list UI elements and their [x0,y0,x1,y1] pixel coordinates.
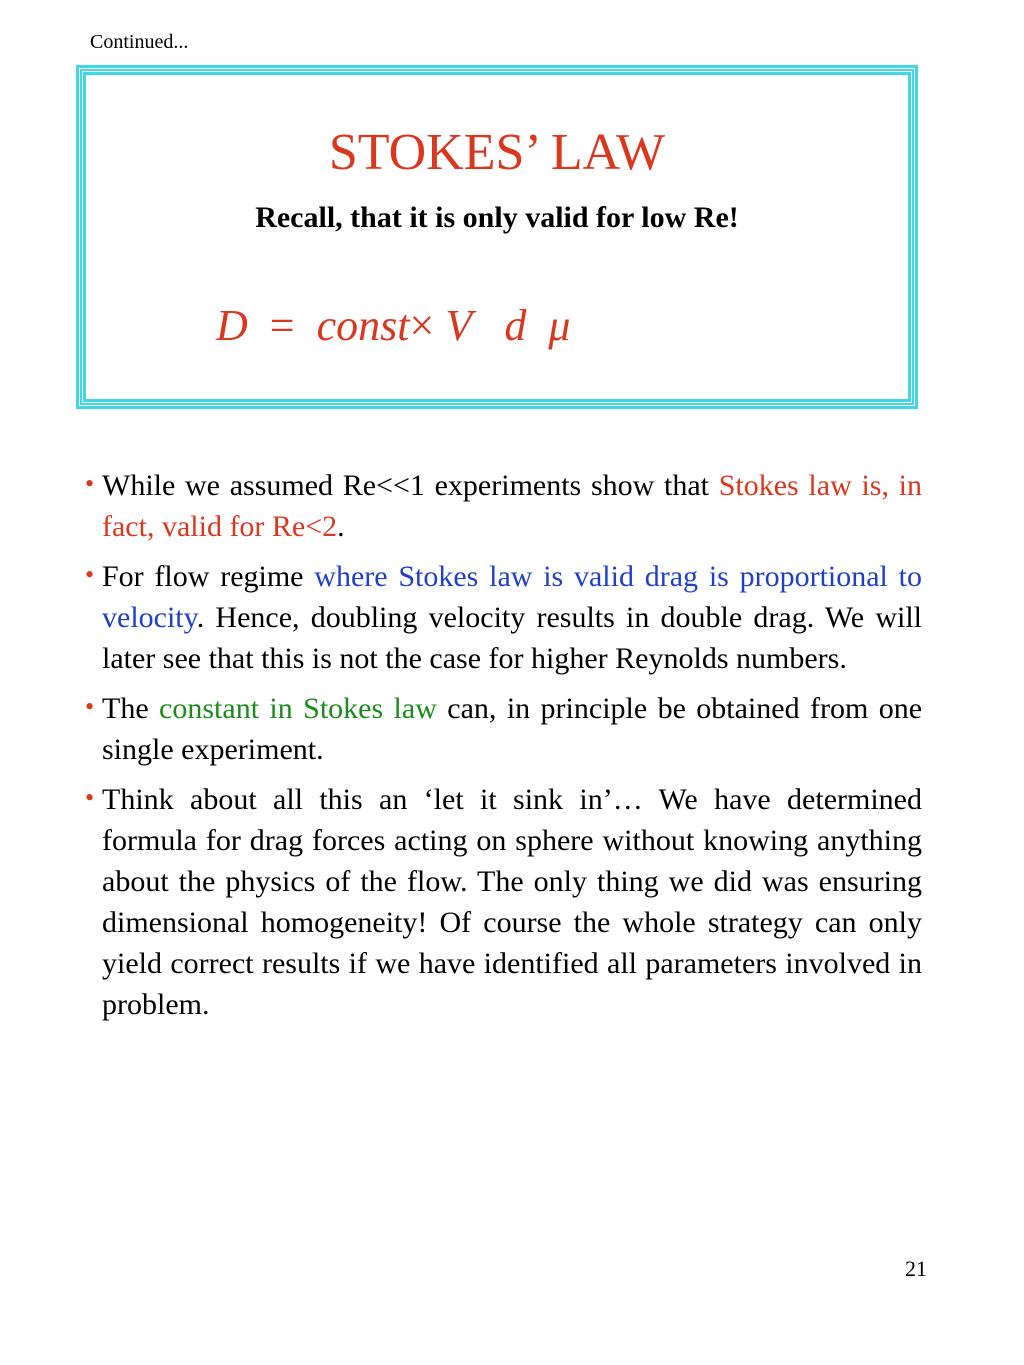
bullet-text: can, in principle be obtained from one single experiment. [102,692,923,766]
bullet-highlight-green: constant in Stokes law [159,692,437,725]
bullet-text: The [102,692,160,725]
bullet-dot-icon: • [85,560,95,589]
stokes-law-box [76,65,918,409]
eq-diameter-symbol: d [504,301,527,350]
bullet-text: While we assumed Re<<1 experiments show that [102,469,719,502]
bullet-highlight-red: Stokes law is, in fact, valid for Re<2 [102,469,923,543]
bullet-dot-icon: • [85,469,95,498]
eq-velocity-symbol: V [445,301,472,350]
eq-drag-symbol: D [216,301,248,350]
bullet-list [85,465,923,1034]
bullet-item [85,779,922,1025]
bullet-text: . Hence, doubling velocity results in double drag. We will later see that this is not the case for higher Reynolds numbers. [102,601,922,675]
stokes-law-box-content [86,75,908,399]
eq-const-symbol: const [316,301,410,350]
bullet-text: Think about all this an ‘let it sink in’… We have determined formula for drag forces acting on sphere without knowing anything about the physics of the flow. The only thing we did was ensuring dimensional homogeneity! Of course the whole strategy can only yield correct results if we have identified all parameters involved in problem. [102,783,922,1021]
bullet-dot-icon: • [85,692,95,721]
eq-equals-sign: = [269,301,295,350]
eq-times-sign: × [409,301,435,350]
slide-title: STOKES’ LAW [328,124,666,181]
bullet-item [85,556,922,679]
bullet-text: For flow regime [102,560,315,593]
bullet-item [85,465,923,547]
bullet-dot-icon: • [85,783,95,812]
bullet-text: . [337,510,345,543]
page-number: 21 [905,1256,927,1281]
bullet-item [85,688,923,770]
eq-viscosity-symbol: μ [548,301,571,350]
slide-subtitle: Recall, that it is only valid for low Re! [255,201,739,234]
continued-label: Continued... [90,31,189,53]
bullet-highlight-blue: where Stokes law is valid drag is proportional to velocity [102,560,922,634]
stokes-equation [216,300,571,352]
